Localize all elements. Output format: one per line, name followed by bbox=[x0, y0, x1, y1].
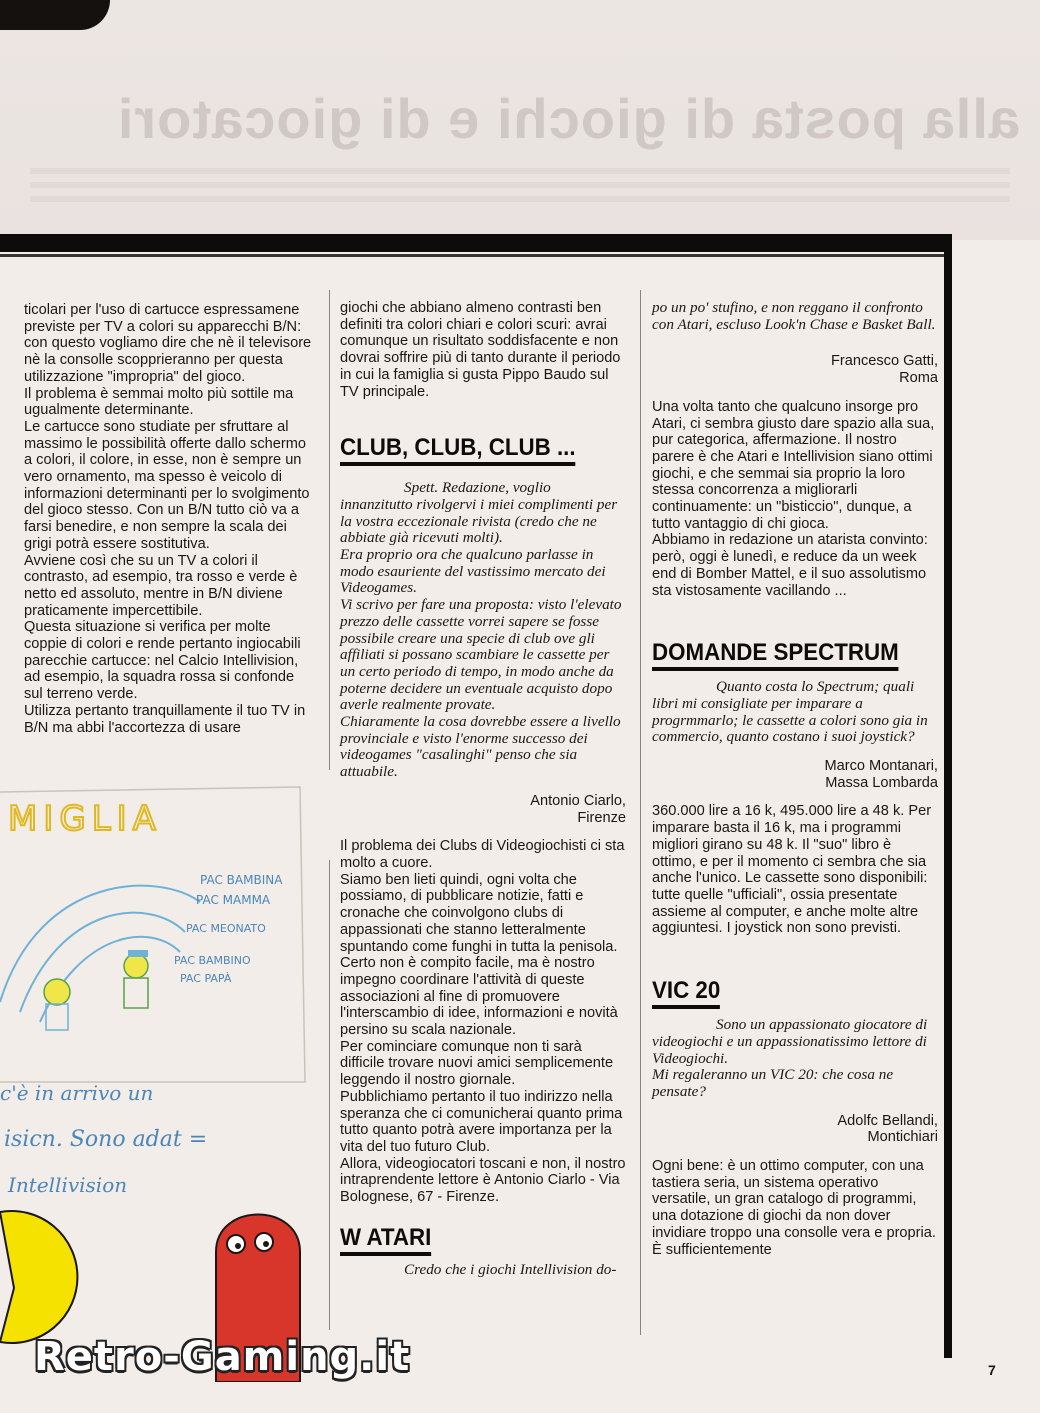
signature-name: Adolfc Bellandi, bbox=[837, 1112, 938, 1129]
reply-paragraph: Il problema dei Clubs di Videogiochisti ci sta molto a cuore. bbox=[340, 838, 625, 871]
signature-city: Montichiari bbox=[867, 1129, 938, 1146]
reply-paragraph: Allora, videogiocatori toscani e non, il nostro intraprendente lettore è Antonio Ciarlo - Via Bolognese, 67 - Firenze. bbox=[340, 1155, 626, 1206]
signature-name: Francesco Gatti, bbox=[830, 353, 938, 370]
letter-paragraph: Vi scrivo per fare una proposta: visto l'elevato prezzo delle cassette vorrei sapere se fosse possibile creare una specie di club ove gli affiliati si possano scambiare le cassette per un certo periodo di tempo, in modo anche da poterne decidere un eventuale acquisto dopo averle realmente provate. bbox=[340, 596, 622, 714]
reply-paragraph: Pubblichiamo pertanto il tuo indirizzo nella speranza che ci comunicherai quanto prima tutto quanto potrà avere importanza per la vita del tuo futuro Club. bbox=[340, 1088, 623, 1155]
paragraph: Utilizza pertanto tranquillamente il tuo TV in B/N ma abbi l'accortezza di usare bbox=[24, 702, 306, 736]
pacman-icon bbox=[0, 1211, 77, 1343]
letter-paragraph: Chiaramente la cosa dovrebbe essere a livello provinciale e visto l'enorme successo dei videogames "casalinghi" penso che sia attuabile. bbox=[340, 713, 621, 781]
reply-paragraph: Per cominciare comunque non ti sarà difficile trovare nuovi amici semplicemente leggendo il nostro giornale. bbox=[340, 1038, 614, 1089]
reply-paragraph: 360.000 lire a 16 k, 495.000 lire a 48 k. Per imparare basta il 16 k, ma i programmi migliori girano su 48 k. Il "suo" libro è ottimo, e per il momento ci sembra che sia anche l'unico. Le cassette sono disponibili: tutte quelle "ufficiali", ossia presentate assieme al computer, e anche molte altre aggiuntesi. I joystick non sono previsti. bbox=[652, 803, 932, 937]
bleed-text-lines bbox=[30, 160, 1010, 220]
drawing-title: MIGLIA bbox=[8, 799, 162, 839]
child-drawing bbox=[0, 782, 318, 1382]
signature-name: Marco Montanari, bbox=[824, 758, 938, 775]
drawing-label: PAC BAMBINA bbox=[200, 873, 283, 887]
letter-paragraph: Spett. Redazione, voglio innanzitutto rivolgervi i miei complimenti per la vostra eccezionale rivista (credo che ne abbiate già ricevuti molti). bbox=[340, 479, 618, 547]
letter-paragraph: Quanto costa lo Spectrum; quali libri mi consigliate per imparare a progrmmarlo; le cassette a colori sono gia in commercio, quanto costano i suoi joystick? bbox=[652, 678, 928, 746]
right-margin-rule bbox=[944, 234, 952, 1358]
letter-paragraph: Mi regaleranno un VIC 20: che cosa ne pensate? bbox=[652, 1066, 894, 1100]
atari-heading: W ATARI bbox=[340, 1226, 431, 1256]
column-separator bbox=[329, 860, 330, 1330]
letter-paragraph: Era proprio ora che qualcuno parlasse in modo esauriente del vastissimo mercato dei Videogames. bbox=[340, 546, 606, 597]
handwriting: Intellivision bbox=[8, 1173, 128, 1197]
column-separator bbox=[329, 290, 330, 770]
signature-city: Massa Lombarda bbox=[825, 774, 938, 791]
vic20-heading: VIC 20 bbox=[652, 979, 720, 1009]
column-1 bbox=[24, 302, 314, 736]
paragraph: Questa situazione si verifica per molte coppie di colori e rende pertanto ingiocabili parecchie cartucce: nel Calcio Intellivision, ad esempio, la squadra rossa si confonde sul terreno verde. bbox=[24, 619, 301, 703]
reply-paragraph: Certo non è compito facile, ma è nostro impegno coordinare l'attività di queste associazioni al fine di promuovere l'interscambio di idee, informazioni e novità persino su scala nazionale. bbox=[340, 955, 618, 1039]
drawing-label: PAC PAPÀ bbox=[180, 972, 232, 985]
handwriting: isicn. Sono adat = bbox=[4, 1127, 208, 1152]
letter-paragraph: Credo che i giochi Intellivision do- bbox=[404, 1260, 617, 1278]
letter-paragraph: Sono un appassionato giocatore di videogiochi e un appassionatissimo lettore di Videogiochi. bbox=[652, 1016, 928, 1067]
pac-hat bbox=[128, 950, 148, 957]
reply-paragraph: Siamo ben lieti quindi, ogni volta che possiamo, di pubblicare notizie, fatti e cronache che coinvolgono clubs di appassionati che stanno letteralmente spuntando come funghi in tutta la penisola. bbox=[340, 871, 618, 955]
header-rule bbox=[0, 234, 952, 252]
pac-figure bbox=[44, 979, 70, 1005]
header-rule-thin bbox=[0, 254, 952, 257]
mirrored-bleed-title: alla posta di giochi e di giocatori bbox=[116, 87, 1020, 150]
pac-figure-body bbox=[46, 1004, 68, 1030]
paragraph: Le cartucce sono studiate per sfruttare al massimo le possibilità offerte dallo schermo a colori, il colore, in esse, non è sempre un vero ornamento, ma spesso è veicolo di informazioni determinanti per lo svolgimento del gioco stesso. Con un B/N tutto ciò va a farsi benedire, e non sempre la scala dei grigi potrà essere sostitutiva. bbox=[24, 418, 310, 552]
spectrum-heading: DOMANDE SPECTRUM bbox=[652, 641, 899, 671]
paragraph: giochi che abbiano almeno contrasti ben definiti tra colori chiari e colori scuri: avrai comunque un risultato soddisfacente e non dovrai soffrire più di tanto durante il periodo in cui la famiglia si gusta Pippo Baudo sul TV principale. bbox=[340, 300, 621, 400]
column-3 bbox=[652, 300, 938, 1258]
signature bbox=[652, 758, 938, 791]
paragraph: Il problema è semmai molto più sottile ma ugualmente determinante. bbox=[24, 385, 294, 419]
letter-paragraph: po un po' stufino, e non reggano il confronto con Atari, escluso Look'n Chase e Basket Ball. bbox=[652, 299, 936, 333]
column-separator bbox=[640, 290, 641, 1335]
signature bbox=[652, 353, 938, 386]
drawing-label: PAC MAMMA bbox=[196, 893, 271, 907]
drawing-label: PAC BAMBINO bbox=[174, 954, 251, 967]
reply-paragraph: Abbiamo in redazione un atarista convinto: però, oggi è lunedì, e reduce da un week end di Bomber Mattel, e il suo assolutismo sta vistosamente vacillando ... bbox=[652, 532, 928, 599]
site-watermark: Retro-Gaming.it bbox=[34, 1334, 411, 1380]
handwriting: c'è in arrivo un bbox=[0, 1081, 154, 1105]
ghost-pupil bbox=[263, 1241, 269, 1247]
pac-figure-body bbox=[124, 978, 148, 1008]
signature bbox=[340, 793, 626, 826]
paragraph: ticolari per l'uso di cartucce espressamene previste per TV a colori su apparecchi B/N: con questo vogliamo dire che nè il televisore nè la consolle scopprieranno per questa utilizzazione "impropria" del gioco. bbox=[24, 302, 312, 385]
signature-city: Firenze bbox=[577, 809, 626, 826]
reply-paragraph: Una volta tanto che qualcuno insorge pro Atari, ci sembra giusto dare spazio alla sua, pur categorica, affermazione. Il nostro parere è che Atari e Intellivision siano ottimi giochi, e che semmai sia proprio la loro stessa concorrenza a migliorarli continuamente: un "bisticcio", dunque, a tutto vantaggio di chi gioca. bbox=[652, 398, 935, 532]
pac-figure bbox=[124, 954, 148, 978]
corner-ink-blob bbox=[0, 0, 110, 30]
ghost-pupil bbox=[235, 1243, 241, 1249]
drawing-label: PAC MEONATO bbox=[186, 922, 266, 935]
page-number: 7 bbox=[988, 1362, 996, 1378]
previous-page-bleed bbox=[0, 0, 1040, 240]
signature-city: Roma bbox=[899, 370, 938, 387]
reply-paragraph: Ogni bene: è un ottimo computer, con una tastiera seria, un sistema operativo versatile, un gran catalogo di programmi, una dotazione di giochi da non dover invidiare troppo una consolle vera e propria. È sufficientemente bbox=[652, 1158, 936, 1258]
column-2 bbox=[340, 300, 626, 1278]
paragraph: Avviene così che su un TV a colori il contrasto, ad esempio, tra rosso e verde è netto ed assoluto, mentre in B/N diviene praticamente impercettibile. bbox=[24, 552, 298, 619]
club-heading: CLUB, CLUB, CLUB ... bbox=[340, 436, 576, 466]
signature-name: Antonio Ciarlo, bbox=[530, 792, 626, 809]
signature bbox=[652, 1113, 938, 1146]
